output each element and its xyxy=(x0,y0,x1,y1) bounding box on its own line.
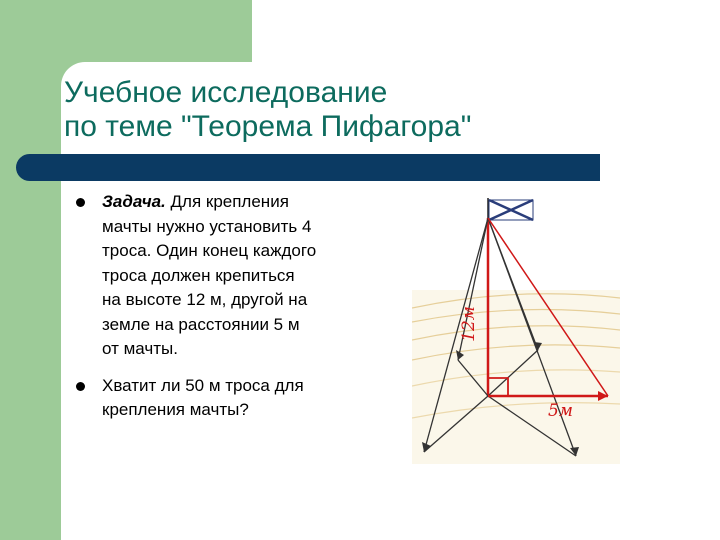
bullet-question xyxy=(74,374,374,423)
mast-diagram-svg xyxy=(412,190,620,464)
slide-title xyxy=(64,76,624,144)
task-text-line: мачты нужно установить 4 xyxy=(102,216,312,236)
title-line-2: по теме "Теорема Пифагора" xyxy=(64,110,472,143)
mast-diagram xyxy=(412,190,620,464)
top-green-band xyxy=(61,0,252,62)
task-text-line: троса. Один конец каждого xyxy=(102,241,317,260)
title-line-1: Учебное исследование xyxy=(64,76,388,109)
task-text-line: на высоте 12 м, другой на xyxy=(102,290,308,309)
task-label: Задача. xyxy=(102,192,166,211)
paper-background xyxy=(412,290,620,464)
left-green-band xyxy=(0,0,61,540)
bullet-task xyxy=(74,190,374,362)
height-label: 12м xyxy=(459,306,479,342)
bullet-dot-icon xyxy=(76,198,85,207)
task-text-line: от мачты. xyxy=(102,339,178,358)
task-text-line: Для крепления xyxy=(165,192,289,211)
question-text-line: Хватит ли 50 м троса для xyxy=(102,375,304,395)
task-text-line: троса должен крепиться xyxy=(102,265,295,285)
distance-label: 5м xyxy=(548,401,573,421)
task-text-line: земле на расстоянии 5 м xyxy=(102,314,300,334)
title-divider-bar xyxy=(16,154,600,181)
question-text-line: крепления мачты? xyxy=(102,400,249,419)
bullet-list xyxy=(74,190,374,435)
bullet-dot-icon xyxy=(76,382,85,391)
